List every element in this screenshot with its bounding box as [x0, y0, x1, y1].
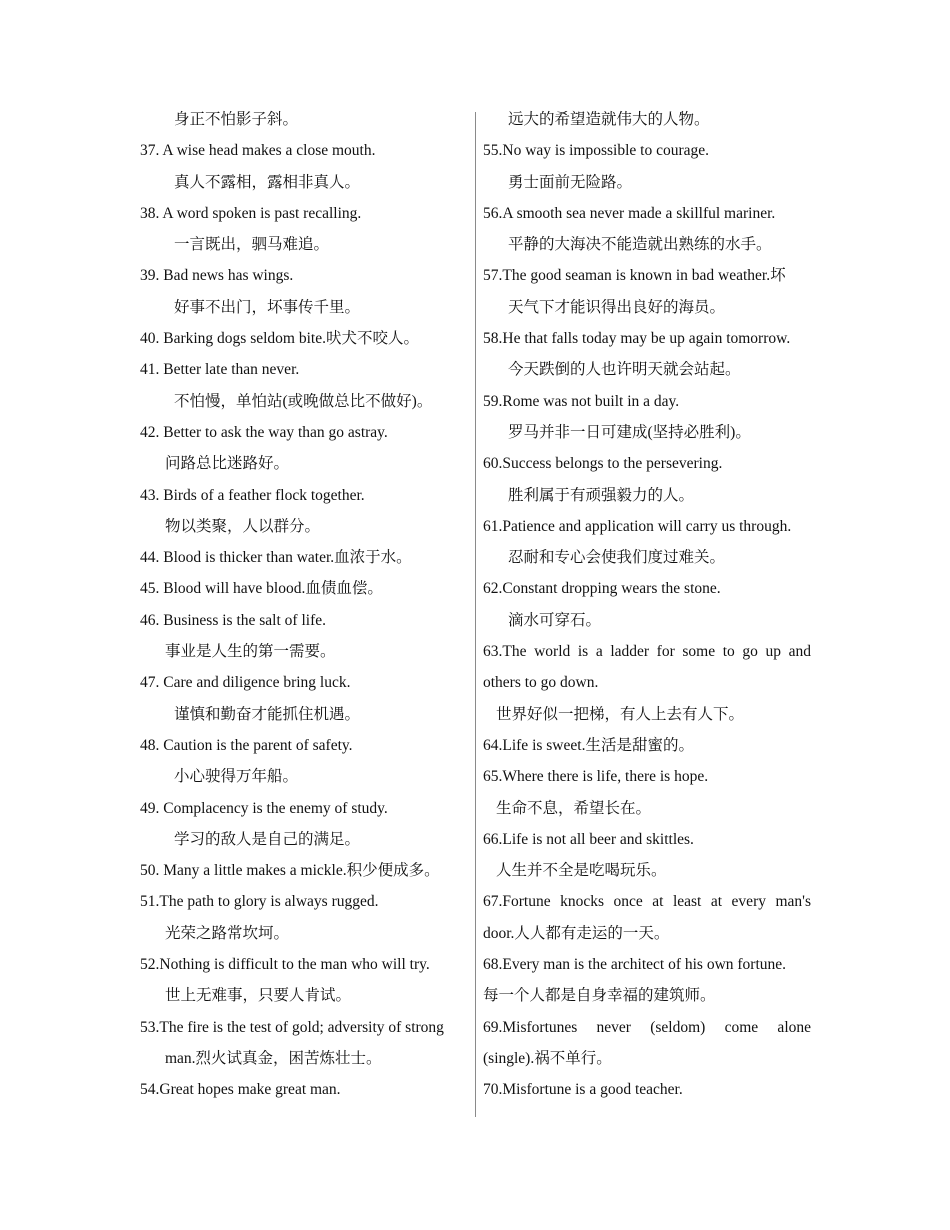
proverb-line: 46. Business is the salt of life. — [140, 611, 326, 629]
proverb-line: 59.Rome was not built in a day. — [483, 392, 680, 410]
translation-line: 每一个人都是自身幸福的建筑师。 — [483, 987, 716, 1005]
translation-line: others to go down. — [483, 674, 599, 692]
proverb-line: 68.Every man is the architect of his own fortune. — [483, 956, 787, 974]
column-divider — [475, 112, 476, 1117]
proverb-line: 62.Constant dropping wears the stone. — [483, 580, 721, 598]
right-column — [483, 104, 811, 1106]
proverb-line: 63.The world is a ladder for some to go up and — [483, 643, 811, 661]
translation-line: 不怕慢，单怕站(或晚做总比不做好)。 — [174, 392, 433, 410]
proverb-line: 44. Blood is thicker than water.血浓于水。 — [140, 549, 412, 567]
proverb-line: 69.Misfortunes never (seldom) come alone — [483, 1018, 811, 1036]
proverb-line: (single).祸不单行。 — [483, 1049, 612, 1067]
proverb-line: 50. Many a little makes a mickle.积少便成多。 — [140, 862, 440, 880]
proverb-line: 58.He that falls today may be up again tomorrow. — [483, 330, 791, 348]
translation-line: 远大的希望造就伟大的人物。 — [508, 111, 710, 128]
proverb-line: 49. Complacency is the enemy of study. — [140, 799, 388, 817]
proverb-line: 55.No way is impossible to courage. — [483, 142, 710, 160]
proverb-line: 56.A smooth sea never made a skillful mariner. — [483, 204, 776, 222]
left-column — [140, 104, 470, 1106]
proverb-line: 42. Better to ask the way than go astray. — [140, 423, 388, 441]
proverb-line: 65.Where there is life, there is hope. — [483, 768, 709, 786]
translation-line: 滴水可穿石。 — [508, 611, 602, 629]
proverb-line: 60.Success belongs to the persevering. — [483, 455, 723, 473]
translation-line: 一言既出，驷马难追。 — [174, 236, 330, 254]
translation-line: 事业是人生的第一需要。 — [165, 643, 336, 661]
translation-line: 罗马并非一日可建成(坚持必胜利)。 — [508, 423, 751, 441]
proverb-line: 64.Life is sweet.生活是甜蜜的。 — [483, 736, 694, 754]
proverb-line: 61.Patience and application will carry us through. — [483, 517, 792, 535]
proverb-line: 47. Care and diligence bring luck. — [140, 674, 351, 692]
translation-line: 天气下才能识得出良好的海员。 — [508, 298, 726, 316]
translation-line: 好事不出门，坏事传千里。 — [174, 298, 361, 316]
translation-line: 真人不露相，露相非真人。 — [174, 173, 361, 191]
translation-line: 人生并不全是吃喝玩乐。 — [496, 862, 667, 880]
translation-line: 忍耐和专心会使我们度过难关。 — [508, 549, 726, 567]
translation-line: 今天跌倒的人也许明天就会站起。 — [508, 361, 741, 379]
translation-line: 胜利属于有顽强毅力的人。 — [508, 486, 695, 504]
proverb-line: 54.Great hopes make great man. — [140, 1081, 341, 1099]
proverb-line: 66.Life is not all beer and skittles. — [483, 830, 694, 848]
translation-line: 学习的敌人是自己的满足。 — [174, 830, 361, 848]
proverb-line: 38. A word spoken is past recalling. — [140, 204, 362, 222]
proverb-line: 43. Birds of a feather flock together. — [140, 486, 365, 504]
proverb-line: 45. Blood will have blood.血债血偿。 — [140, 580, 383, 598]
translation-line: door.人人都有走运的一天。 — [483, 924, 670, 942]
translation-line: 世上无难事，只要人肯试。 — [165, 987, 352, 1005]
translation-line: 物以类聚，人以群分。 — [165, 517, 321, 535]
proverb-line: 70.Misfortune is a good teacher. — [483, 1081, 683, 1099]
proverb-line: 51.The path to glory is always rugged. — [140, 893, 379, 911]
translation-line: 平静的大海决不能造就出熟练的水手。 — [508, 236, 772, 254]
translation-line: 小心驶得万年船。 — [174, 768, 299, 786]
translation-line: 生命不息，希望长在。 — [496, 799, 652, 817]
proverb-line: 53.The fire is the test of gold; adversity of strong — [140, 1018, 444, 1036]
proverb-line: 67.Fortune knocks once at least at every man's — [483, 893, 811, 911]
translation-line: 勇士面前无险路。 — [508, 173, 633, 191]
proverb-line: 41. Better late than never. — [140, 361, 300, 379]
translation-line: 问路总比迷路好。 — [165, 455, 290, 473]
proverb-line: 52.Nothing is difficult to the man who will try. — [140, 956, 430, 974]
proverb-line: 57.The good seaman is known in bad weather.坏 — [483, 267, 786, 285]
translation-line: man.烈火试真金，困苦炼壮士。 — [165, 1049, 382, 1067]
proverb-line: 40. Barking dogs seldom bite.吠犬不咬人。 — [140, 330, 419, 348]
translation-line: 光荣之路常坎坷。 — [165, 924, 290, 942]
proverb-line: 48. Caution is the parent of safety. — [140, 736, 353, 754]
translation-line: 谨慎和勤奋才能抓住机遇。 — [174, 705, 361, 723]
proverb-line: 37. A wise head makes a close mouth. — [140, 142, 376, 160]
translation-line: 身正不怕影子斜。 — [174, 111, 299, 128]
proverb-line: 39. Bad news has wings. — [140, 267, 294, 285]
translation-line: 世界好似一把梯，有人上去有人下。 — [496, 705, 745, 723]
